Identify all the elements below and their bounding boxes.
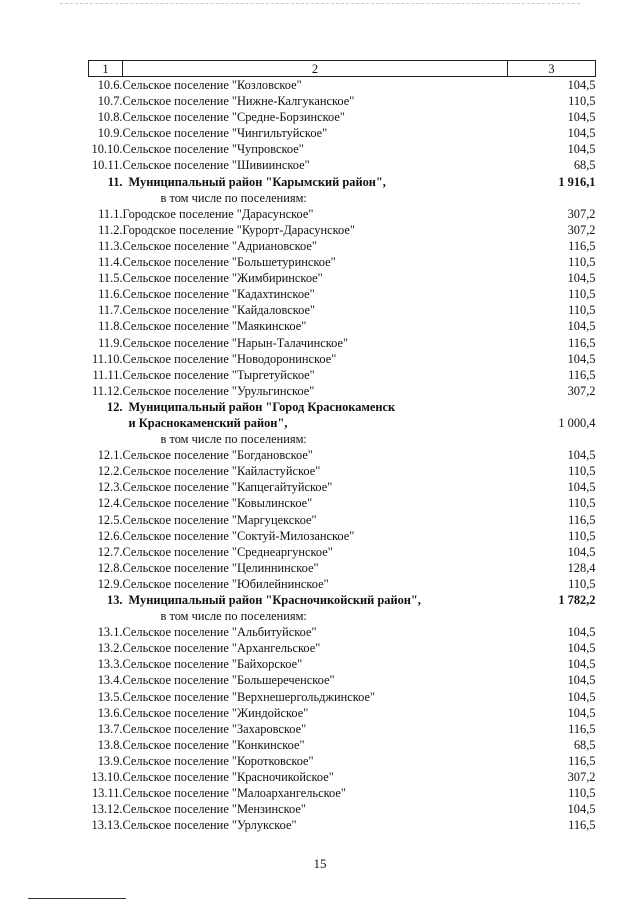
row-number: 12. — [107, 399, 123, 414]
table-row — [89, 624, 596, 640]
table-row — [89, 495, 596, 511]
district-row — [89, 399, 596, 415]
table-row — [89, 785, 596, 801]
row-name: Сельское поселение "Байхорское" — [122, 657, 303, 672]
row-number: 11.3. — [98, 238, 123, 253]
row-value: 116,5 — [568, 512, 596, 527]
subheading-row — [89, 431, 596, 447]
row-number: 11. — [107, 174, 123, 189]
row-number — [89, 190, 123, 206]
row-value: 104,5 — [567, 802, 596, 817]
table-row — [89, 576, 596, 592]
row-number: 11.5. — [98, 271, 123, 286]
row-number: 11.12. — [91, 383, 123, 398]
row-value: 104,5 — [567, 319, 596, 334]
row-number: 11.7. — [98, 303, 123, 318]
row-number: 13.1. — [97, 625, 123, 640]
row-value — [508, 190, 596, 206]
scan-edge-dots — [60, 3, 580, 5]
row-name: Городское поселение "Курорт-Дарасунское" — [122, 222, 355, 237]
table-body — [89, 77, 596, 834]
table-row — [89, 640, 596, 656]
row-value: 104,5 — [567, 351, 596, 366]
row-number: 10.10. — [91, 142, 123, 157]
row-value: 68,5 — [573, 158, 596, 173]
row-value: 110,5 — [568, 94, 596, 109]
table-row — [89, 817, 596, 833]
row-name: Сельское поселение "Верхнешергольджинское" — [122, 689, 376, 704]
table-row — [89, 769, 596, 785]
row-value: 110,5 — [568, 786, 596, 801]
row-name: Городское поселение "Дарасунское" — [122, 206, 314, 221]
table-row — [89, 157, 596, 173]
row-number: 12.4. — [97, 496, 123, 511]
row-number: 10.6. — [97, 78, 123, 92]
row-name: Сельское поселение "Юбилейнинское" — [122, 576, 329, 591]
row-name: Сельское поселение "Кадахтинское" — [122, 287, 315, 302]
row-number: 10.8. — [97, 110, 123, 125]
table-row — [89, 254, 596, 270]
row-number: 13.8. — [97, 737, 123, 752]
row-name: Сельское поселение "Среднеаргунское" — [122, 544, 333, 559]
table-row — [89, 528, 596, 544]
row-value: 1 916,1 — [558, 174, 596, 189]
row-value: 128,4 — [567, 560, 596, 575]
row-number: 11.6. — [98, 287, 123, 302]
row-name: Сельское поселение "Нарын-Талачинское" — [122, 335, 349, 350]
row-number: 12.8. — [97, 560, 123, 575]
table-row — [89, 801, 596, 817]
row-name: Сельское поселение "Большереченское" — [122, 673, 335, 688]
row-number: 13.9. — [97, 753, 123, 768]
row-number — [89, 608, 123, 624]
row-number: 12.1. — [97, 448, 123, 463]
district-row — [89, 174, 596, 190]
row-value: 1 000,4 — [558, 415, 596, 430]
row-value: 307,2 — [567, 222, 596, 237]
row-number: 13.2. — [97, 641, 123, 656]
row-number: 12.6. — [97, 528, 123, 543]
row-value: 307,2 — [567, 383, 596, 398]
row-value — [508, 399, 596, 415]
row-name: Сельское поселение "Мензинское" — [122, 802, 306, 817]
row-number: 13.3. — [97, 657, 123, 672]
row-name: Муниципальный район "Карымский район", — [128, 174, 386, 189]
row-value: 104,5 — [567, 673, 596, 688]
footer-rule — [28, 898, 126, 899]
row-value: 110,5 — [568, 496, 596, 511]
table-row — [89, 512, 596, 528]
table-row — [89, 286, 596, 302]
row-number: 10.9. — [97, 126, 123, 141]
table-row — [89, 383, 596, 399]
row-name: Сельское поселение "Захаровское" — [122, 721, 307, 736]
row-number: 11.8. — [98, 319, 123, 334]
table-row — [89, 721, 596, 737]
row-name: Сельское поселение "Архангельское" — [122, 641, 321, 656]
row-number: 11.1. — [98, 206, 123, 221]
row-name: Сельское поселение "Целиннинское" — [122, 560, 319, 575]
row-number: 13.12. — [91, 802, 123, 817]
table-row — [89, 93, 596, 109]
row-number: 11.9. — [98, 335, 123, 350]
row-value: 104,5 — [567, 142, 596, 157]
row-name: Сельское поселение "Тыргетуйское" — [122, 367, 315, 382]
subheading-row — [89, 190, 596, 206]
allocation-table — [88, 60, 596, 833]
row-name: Сельское поселение "Чингильтуйское" — [122, 126, 328, 141]
table-row — [89, 270, 596, 286]
table-row — [89, 689, 596, 705]
row-value: 116,5 — [568, 721, 596, 736]
row-name: Сельское поселение "Козловское" — [122, 78, 302, 92]
row-value: 307,2 — [567, 206, 596, 221]
row-name: Сельское поселение "Соктуй-Милозанское" — [122, 528, 355, 543]
row-name: в том числе по поселениям: — [160, 190, 307, 205]
table-row — [89, 463, 596, 479]
row-value: 104,5 — [567, 705, 596, 720]
row-value — [508, 431, 596, 447]
row-number: 11.10. — [91, 351, 123, 366]
row-value: 104,5 — [567, 271, 596, 286]
header-row — [89, 61, 596, 77]
row-value: 110,5 — [568, 576, 596, 591]
table-row — [89, 705, 596, 721]
row-name: Сельское поселение "Малоархангельское" — [122, 786, 346, 801]
row-name: Сельское поселение "Маякинское" — [122, 319, 307, 334]
row-name: Сельское поселение "Жимбиринское" — [122, 271, 323, 286]
subheading-row — [89, 608, 596, 624]
header-col-3: 3 — [508, 61, 596, 77]
row-value: 104,5 — [567, 641, 596, 656]
row-value: 110,5 — [568, 464, 596, 479]
header-col-2: 2 — [123, 61, 508, 77]
table-row — [89, 302, 596, 318]
row-name: Сельское поселение "Маргуцекское" — [122, 512, 317, 527]
table-row — [89, 351, 596, 367]
header-col-1: 1 — [89, 61, 123, 77]
row-name: в том числе по поселениям: — [160, 609, 307, 624]
row-value: 116,5 — [568, 367, 596, 382]
row-number — [89, 415, 123, 431]
row-value: 104,5 — [567, 126, 596, 141]
row-number: 10.11. — [91, 158, 123, 173]
district-row — [89, 415, 596, 431]
row-name: Сельское поселение "Коротковское" — [122, 753, 314, 768]
row-value: 104,5 — [567, 110, 596, 125]
row-value — [508, 608, 596, 624]
row-name: Сельское поселение "Конкинское" — [122, 737, 305, 752]
row-name: Муниципальный район "Город Краснокаменск — [128, 399, 396, 414]
row-number: 13.7. — [97, 721, 123, 736]
row-value: 110,5 — [568, 303, 596, 318]
row-number: 12.2. — [97, 464, 123, 479]
row-number: 13.6. — [97, 705, 123, 720]
row-number: 13.10. — [91, 770, 123, 785]
row-name: Сельское поселение "Нижне-Калгуканское" — [122, 94, 355, 109]
row-name: Сельское поселение "Кайластуйское" — [122, 464, 321, 479]
row-value: 110,5 — [568, 255, 596, 270]
row-name: Сельское поселение "Адриановское" — [122, 238, 317, 253]
table-row — [89, 367, 596, 383]
table-row — [89, 238, 596, 254]
table-row — [89, 656, 596, 672]
table-row — [89, 77, 596, 94]
row-value: 116,5 — [568, 238, 596, 253]
row-name: Сельское поселение "Альбитуйское" — [122, 625, 317, 640]
row-name: Сельское поселение "Красночикойское" — [122, 770, 334, 785]
table-row — [89, 560, 596, 576]
row-number: 12.3. — [97, 480, 123, 495]
table-row — [89, 318, 596, 334]
row-name: Сельское поселение "Кайдаловское" — [122, 303, 316, 318]
row-value: 116,5 — [568, 753, 596, 768]
row-number: 11.4. — [98, 255, 123, 270]
row-name: Сельское поселение "Урульгинское" — [122, 383, 315, 398]
row-value: 104,5 — [567, 480, 596, 495]
table-row — [89, 753, 596, 769]
row-value: 104,5 — [567, 625, 596, 640]
row-name: Сельское поселение "Богдановское" — [122, 448, 313, 463]
row-value: 104,5 — [567, 544, 596, 559]
row-name: Сельское поселение "Средне-Борзинское" — [122, 110, 345, 125]
row-number — [89, 431, 123, 447]
table-row — [89, 479, 596, 495]
row-name: Сельское поселение "Капцегайтуйское" — [122, 480, 333, 495]
table-row — [89, 125, 596, 141]
row-number: 12.5. — [97, 512, 123, 527]
row-name: Сельское поселение "Шивиинское" — [122, 158, 310, 173]
row-number: 11.2. — [98, 222, 123, 237]
row-value: 110,5 — [568, 528, 596, 543]
table-header — [89, 61, 596, 77]
row-number: 13.4. — [97, 673, 123, 688]
table-row — [89, 335, 596, 351]
row-value: 116,5 — [568, 818, 596, 833]
row-name: и Краснокаменский район", — [128, 415, 288, 430]
table-row — [89, 737, 596, 753]
row-name: Муниципальный район "Красночикойский район", — [128, 593, 421, 607]
row-value: 104,5 — [567, 689, 596, 704]
table-row — [89, 222, 596, 238]
row-value: 104,5 — [567, 448, 596, 463]
row-number: 13.5. — [97, 689, 123, 704]
table-row — [89, 672, 596, 688]
row-name: Сельское поселение "Чупровское" — [122, 142, 304, 157]
table-row — [89, 544, 596, 560]
row-value: 307,2 — [567, 770, 596, 785]
row-number: 13.13. — [91, 818, 123, 833]
row-number: 12.9. — [97, 576, 123, 591]
row-name: Сельское поселение "Жиндойское" — [122, 705, 309, 720]
row-value: 1 782,2 — [558, 593, 596, 607]
row-value: 104,5 — [567, 78, 596, 92]
row-number: 10.7. — [97, 94, 123, 109]
table-row — [89, 141, 596, 157]
row-name: Сельское поселение "Большетуринское" — [122, 255, 336, 270]
table-row — [89, 206, 596, 222]
row-name: Сельское поселение "Урлукское" — [122, 818, 297, 833]
row-number: 11.11. — [92, 367, 123, 382]
row-value: 116,5 — [568, 335, 596, 350]
district-row — [89, 592, 596, 608]
row-name: в том числе по поселениям: — [160, 432, 307, 447]
row-name: Сельское поселение "Новодоронинское" — [122, 351, 337, 366]
row-value: 110,5 — [568, 287, 596, 302]
row-number: 12.7. — [97, 544, 123, 559]
row-name: Сельское поселение "Ковылинское" — [122, 496, 313, 511]
row-value: 104,5 — [567, 657, 596, 672]
page-number: 15 — [313, 856, 327, 871]
row-number: 13. — [107, 593, 123, 607]
row-number: 13.11. — [91, 786, 123, 801]
table-row — [89, 447, 596, 463]
row-value: 68,5 — [573, 737, 596, 752]
table-row — [89, 109, 596, 125]
